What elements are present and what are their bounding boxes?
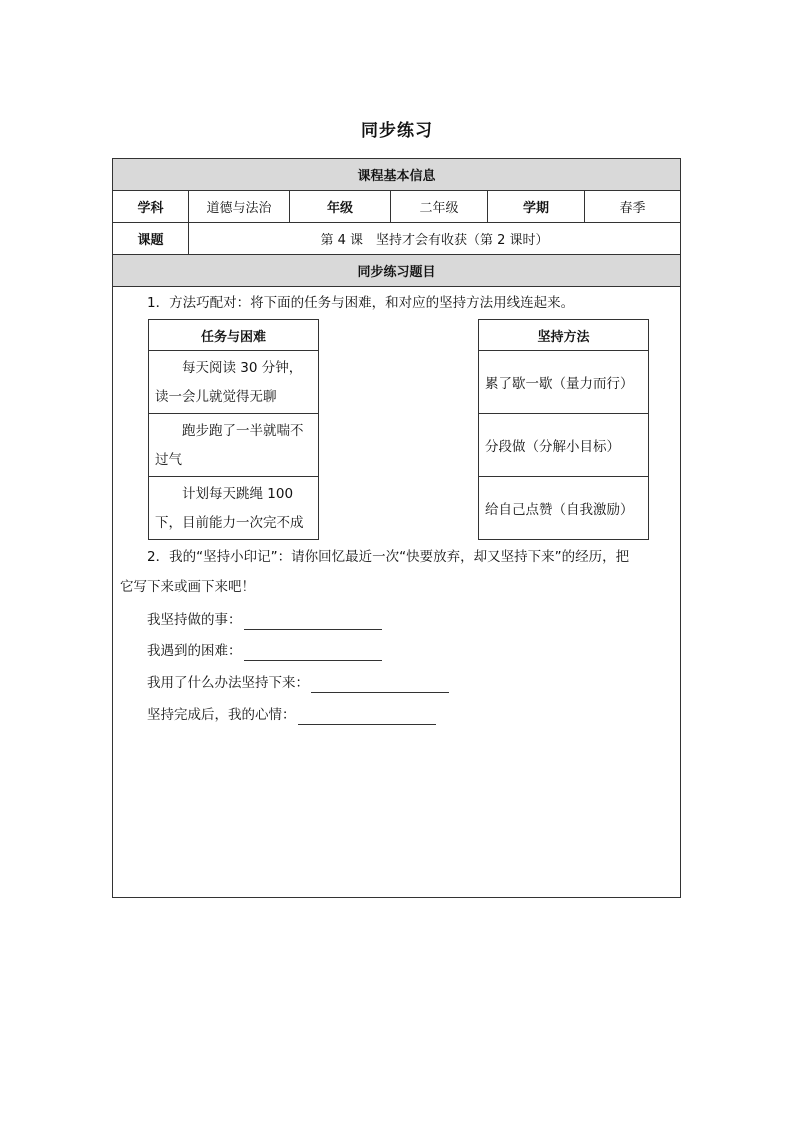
- method-item[interactable]: 给自己点赞（自我激励）: [485, 502, 634, 518]
- topic-value: 第 4 课 坚持才会有收获（第 2 课时）: [320, 233, 549, 248]
- topic-row: [113, 223, 680, 255]
- exercise-header-row: [113, 255, 680, 287]
- task-item[interactable]: 跑步跑了一半就喘不过气: [149, 414, 318, 477]
- method-item[interactable]: 累了歇一歇（量力而行）: [479, 351, 648, 414]
- q2-field-method: [147, 673, 449, 693]
- q2-field-label: 我用了什么办法坚持下来：: [147, 675, 309, 691]
- q2-prompt-line2: 它写下来或画下来吧！: [120, 579, 255, 595]
- course-info-row: [113, 191, 680, 223]
- answer-blank[interactable]: [311, 676, 449, 693]
- tasks-header: 任务与困难: [149, 320, 318, 351]
- page-title: 同步练习: [361, 121, 433, 141]
- subject-value: 道德与法治: [189, 191, 290, 222]
- exercise-header: 同步练习题目: [357, 265, 436, 280]
- method-item[interactable]: 分段做（分解小目标）: [479, 414, 648, 477]
- q2-field-difficulty: [147, 641, 382, 661]
- q2-prompt-line1: 2．我的“坚持小印记”：请你回忆最近一次“快要放弃，却又坚持下来”的经历，把: [147, 549, 630, 565]
- methods-header: 坚持方法: [479, 320, 648, 351]
- q2-field-feeling: [147, 705, 436, 725]
- subject-label: 学科: [113, 191, 189, 222]
- task-item[interactable]: 每天阅读 30 分钟，读一会儿就觉得无聊: [149, 351, 318, 414]
- term-value: 春季: [619, 201, 646, 216]
- answer-blank[interactable]: [298, 708, 436, 725]
- methods-box: [478, 319, 649, 540]
- q2-field-thing: [147, 610, 382, 630]
- q2-field-label: 我遇到的困难：: [147, 643, 242, 659]
- worksheet-table: [112, 158, 681, 898]
- topic-label: 课题: [113, 223, 189, 254]
- grade-label: 年级: [290, 191, 391, 222]
- course-info-header: 课程基本信息: [357, 169, 436, 184]
- term-label: 学期: [488, 191, 585, 222]
- q2-field-label: 坚持完成后，我的心情：: [147, 707, 296, 723]
- answer-blank[interactable]: [244, 644, 382, 661]
- answer-blank[interactable]: [244, 613, 382, 630]
- course-info-header-row: [113, 159, 680, 191]
- tasks-box: [148, 319, 319, 540]
- q2-field-label: 我坚持做的事：: [147, 612, 242, 628]
- q1-prompt: 1．方法巧配对：将下面的任务与困难，和对应的坚持方法用线连起来。: [147, 295, 575, 311]
- grade-value: 二年级: [391, 191, 488, 222]
- task-item[interactable]: 计划每天跳绳 100 下，目前能力一次完不成: [155, 486, 304, 531]
